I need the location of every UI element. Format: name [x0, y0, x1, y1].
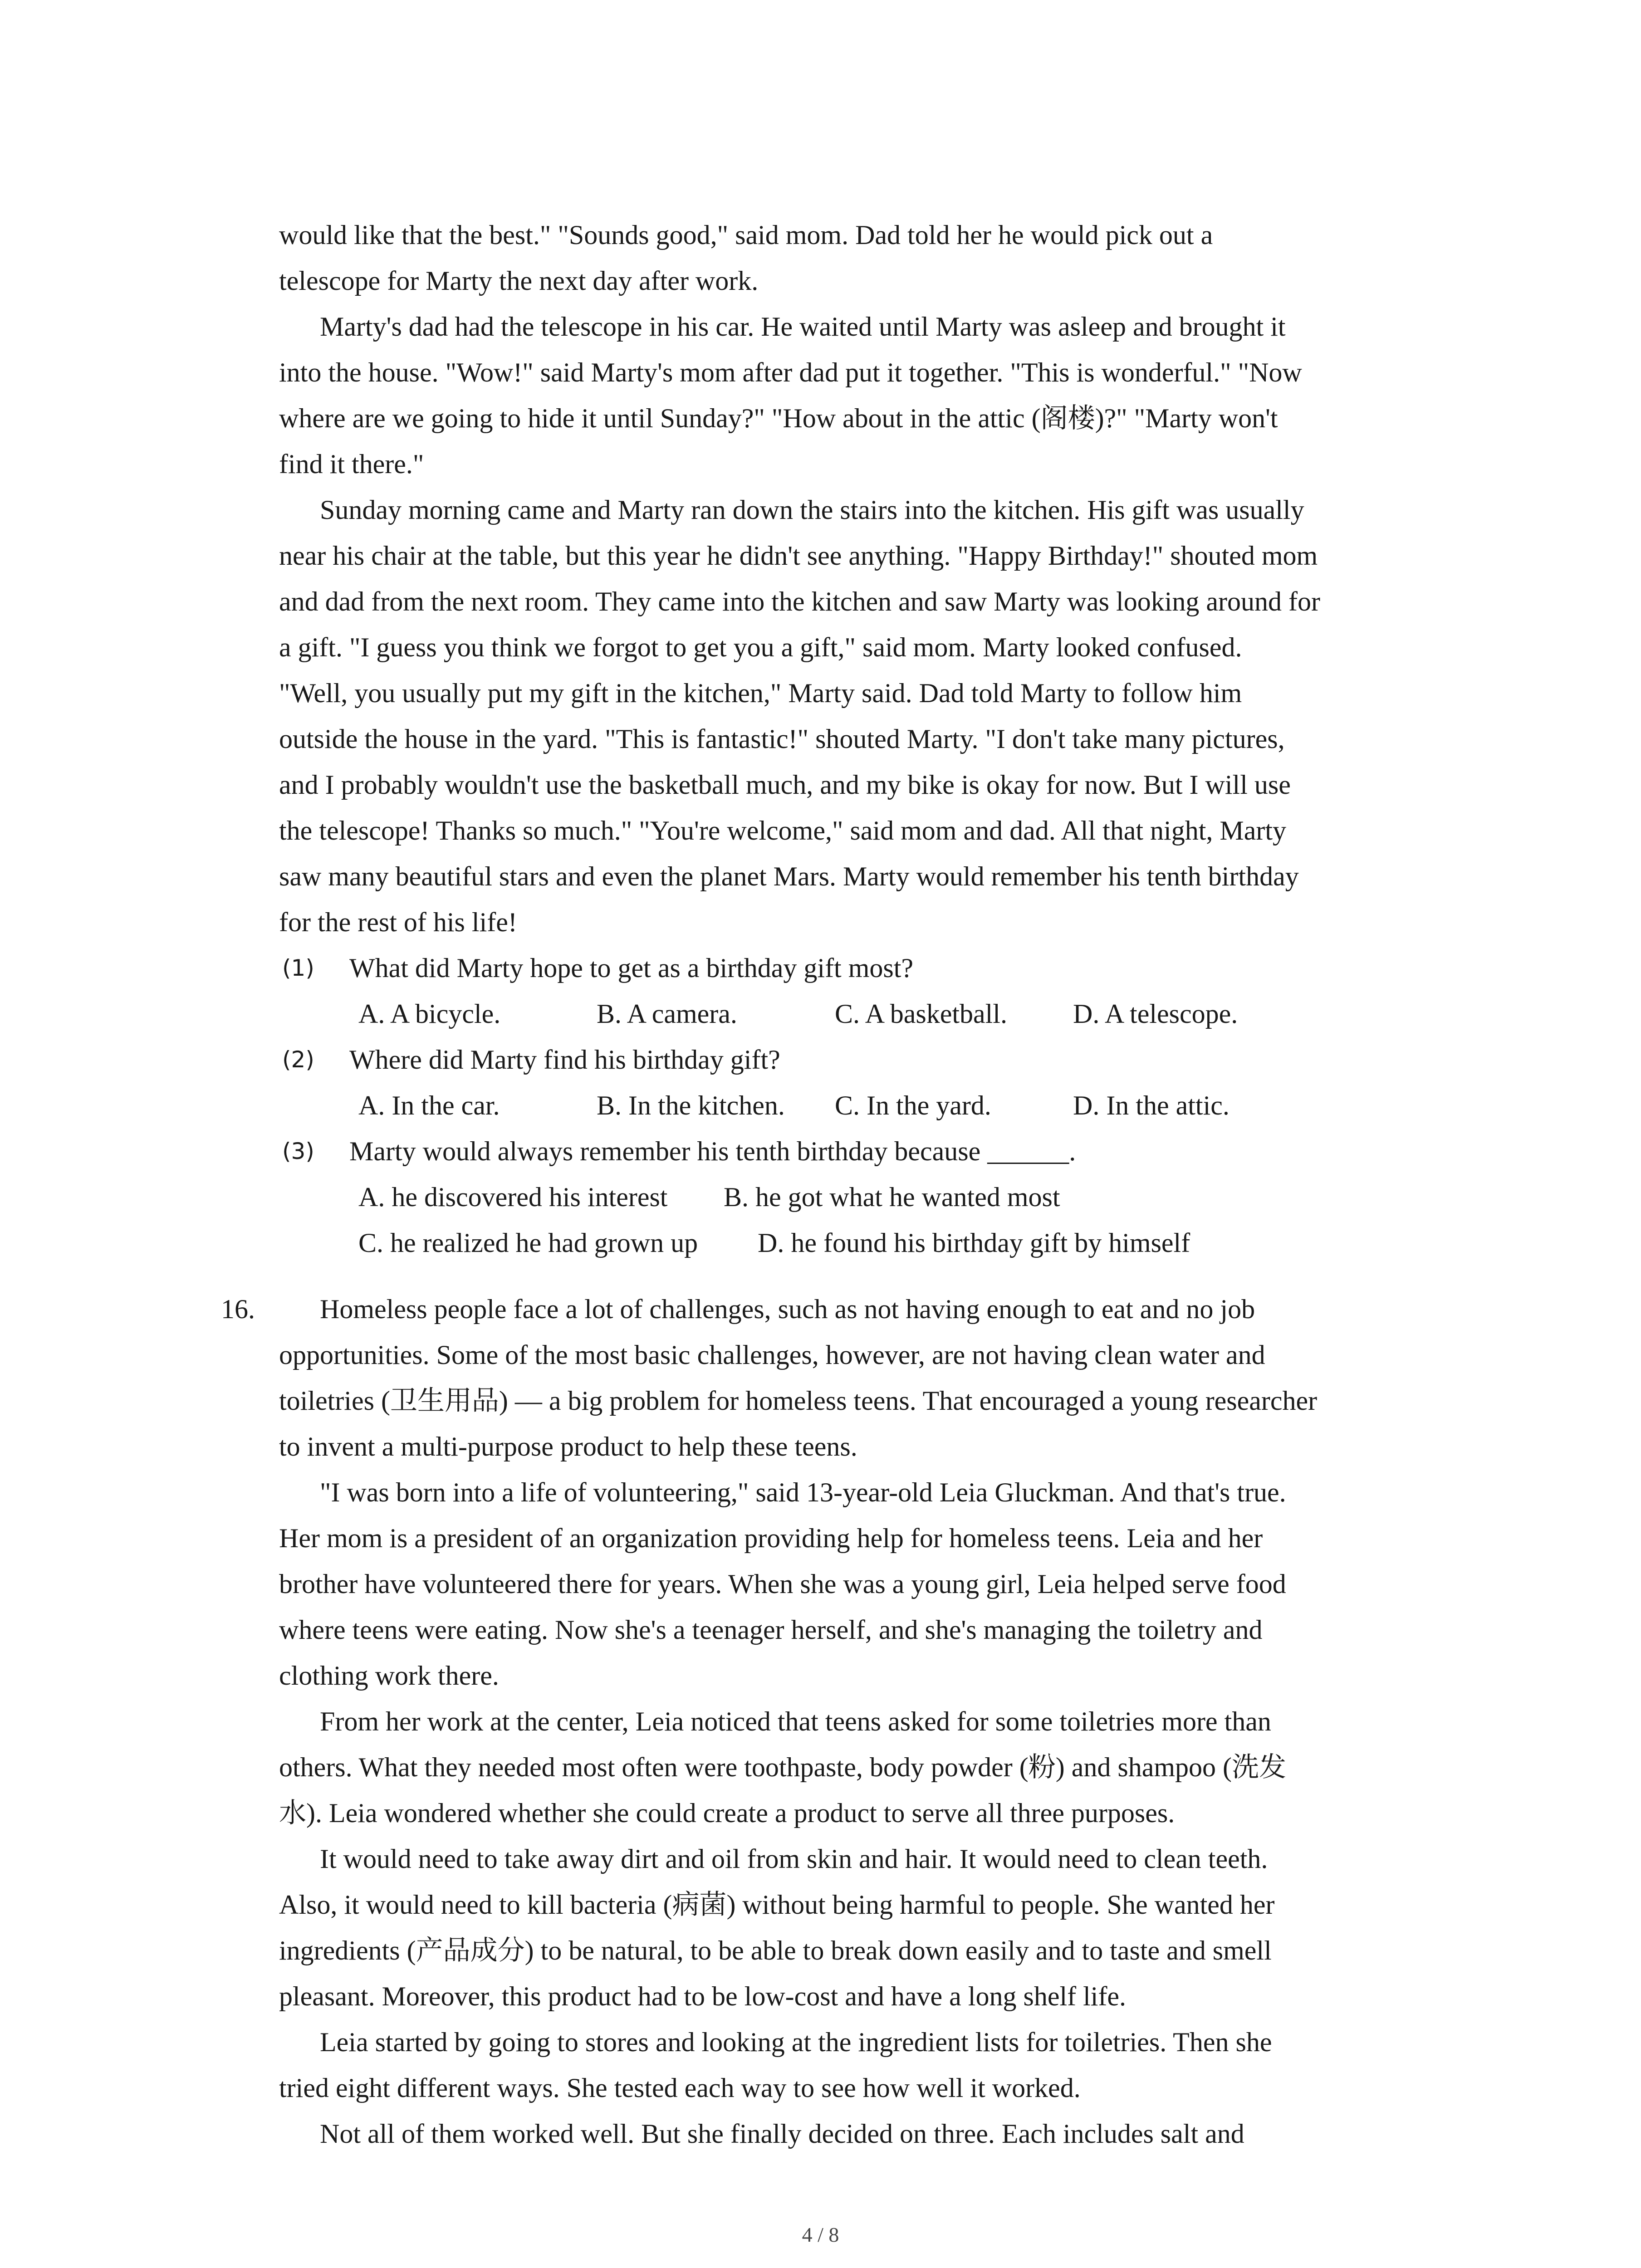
passage-line: Sunday morning came and Marty ran down the stairs into the kitchen. His gift was usually — [279, 495, 1304, 525]
option-d: D. he found his birthday gift by himself — [758, 1228, 1190, 1258]
passage-line: "I was born into a life of volunteering," said 13-year-old Leia Gluckman. And that's true. — [279, 1477, 1286, 1507]
passage-line: near his chair at the table, but this year he didn't see anything. "Happy Birthday!" shouted mom — [279, 541, 1318, 571]
passage-line: outside the house in the yard. "This is fantastic!" shouted Marty. "I don't take many pictures, — [279, 724, 1285, 754]
question-text: What did Marty hope to get as a birthday gift most? — [349, 953, 914, 983]
passage-line: where teens were eating. Now she's a teenager herself, and she's managing the toiletry and — [279, 1615, 1263, 1645]
question-number: (2) — [282, 1046, 314, 1073]
option-c: C. A basketball. — [835, 999, 1007, 1029]
question-text: Marty would always remember his tenth birthday because ______. — [349, 1136, 1076, 1166]
question-number: (1) — [282, 955, 314, 981]
passage-line: Her mom is a president of an organization providing help for homeless teens. Leia and her — [279, 1523, 1263, 1553]
passage-line: clothing work there. — [279, 1661, 499, 1691]
passage-line: toiletries (卫生用品) — a big problem for homeless teens. That encouraged a young researcher — [279, 1386, 1318, 1416]
passage-line: Leia started by going to stores and looking at the ingredient lists for toiletries. Then she — [279, 2027, 1272, 2057]
passage-line: into the house. "Wow!" said Marty's mom after dad put it together. "This is wonderful." "Now — [279, 357, 1302, 387]
passage-line: others. What they needed most often were toothpaste, body powder (粉) and shampoo (洗发 — [279, 1752, 1286, 1782]
passage-line: Marty's dad had the telescope in his car. He waited until Marty was asleep and brought it — [279, 312, 1286, 342]
option-c: C. he realized he had grown up — [358, 1228, 698, 1258]
option-a: A. he discovered his interest — [358, 1182, 668, 1212]
passage-line: brother have volunteered there for years. When she was a young girl, Leia helped serve food — [279, 1569, 1286, 1599]
option-b: B. In the kitchen. — [597, 1090, 785, 1120]
passage-line: to invent a multi-purpose product to help these teens. — [279, 1432, 857, 1461]
option-d: D. A telescope. — [1073, 999, 1238, 1029]
passage-line: where are we going to hide it until Sunday?" "How about in the attic (阁楼)?" "Marty won't — [279, 403, 1278, 433]
passage-line: Also, it would need to kill bacteria (病菌) without being harmful to people. She wanted her — [279, 1890, 1275, 1920]
question-number: (3) — [282, 1138, 314, 1164]
passage-line: telescope for Marty the next day after work. — [279, 266, 759, 296]
passage-line: and I probably wouldn't use the basketball much, and my bike is okay for now. But I will use — [279, 770, 1291, 800]
passage-line: "Well, you usually put my gift in the kitchen," Marty said. Dad told Marty to follow him — [279, 678, 1242, 708]
option-d: D. In the attic. — [1073, 1090, 1230, 1120]
option-b: B. A camera. — [597, 999, 737, 1029]
passage-line: ingredients (产品成分) to be natural, to be able to break down easily and to taste and smell — [279, 1936, 1272, 1965]
option-b: B. he got what he wanted most — [724, 1182, 1060, 1212]
passage-line: find it there." — [279, 449, 424, 479]
passage-line: a gift. "I guess you think we forgot to get you a gift," said mom. Marty looked confused. — [279, 632, 1242, 662]
passage-line: From her work at the center, Leia noticed that teens asked for some toiletries more than — [279, 1706, 1271, 1736]
passage-line: Homeless people face a lot of challenges, such as not having enough to eat and no job — [279, 1294, 1255, 1324]
passage-line: and dad from the next room. They came into the kitchen and saw Marty was looking around for — [279, 587, 1320, 616]
passage-line: opportunities. Some of the most basic challenges, however, are not having clean water and — [279, 1340, 1265, 1370]
passage-line: 水). Leia wondered whether she could create a product to serve all three purposes. — [279, 1798, 1175, 1828]
question-text: Where did Marty find his birthday gift? — [349, 1045, 780, 1075]
passage-line: saw many beautiful stars and even the planet Mars. Marty would remember his tenth birthday — [279, 861, 1299, 891]
passage-number: 16. — [221, 1294, 255, 1324]
option-a: A. A bicycle. — [358, 999, 501, 1029]
option-a: A. In the car. — [358, 1090, 500, 1120]
passage-line: pleasant. Moreover, this product had to be low-cost and have a long shelf life. — [279, 1981, 1127, 2011]
option-c: C. In the yard. — [835, 1090, 991, 1120]
passage-line: Not all of them worked well. But she finally decided on three. Each includes salt and — [279, 2119, 1244, 2149]
passage-line: tried eight different ways. She tested each way to see how well it worked. — [279, 2073, 1081, 2103]
passage-line: the telescope! Thanks so much." "You're welcome," said mom and dad. All that night, Marty — [279, 816, 1287, 846]
page-number: 4 / 8 — [802, 2223, 839, 2246]
passage-line: It would need to take away dirt and oil from skin and hair. It would need to clean teeth. — [279, 1844, 1268, 1874]
passage-line: for the rest of his life! — [279, 907, 517, 937]
passage-line: would like that the best." "Sounds good," said mom. Dad told her he would pick out a — [279, 220, 1213, 250]
